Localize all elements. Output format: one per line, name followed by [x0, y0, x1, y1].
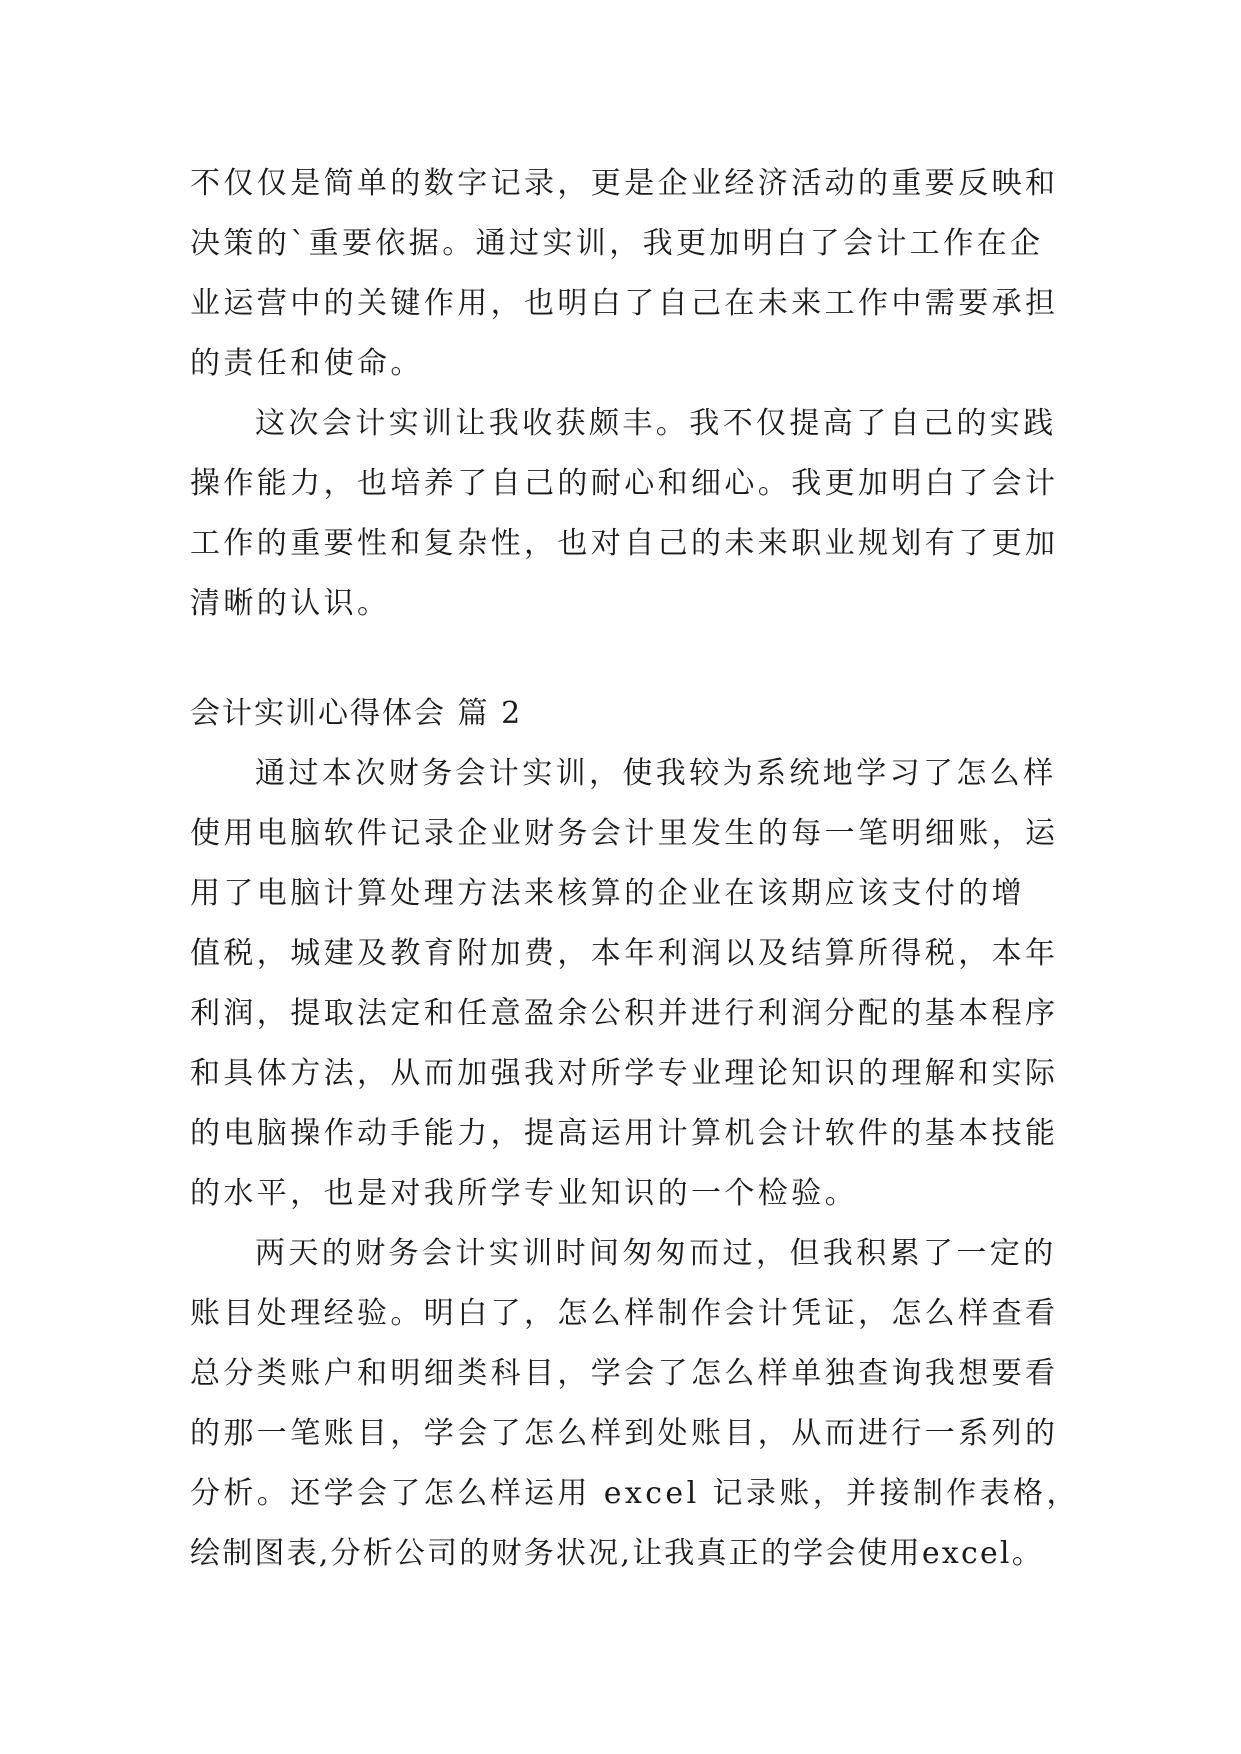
text-line: 账目处理经验。明白了，怎么样制作会计凭证，怎么样查看: [190, 1296, 1059, 1331]
text-line: 和具体方法，从而加强我对所学专业理论知识的理解和实际: [190, 1056, 1059, 1091]
text-line: 的责任和使命。: [190, 346, 424, 381]
paragraph-first-line: 两天的财务会计实训时间匆匆而过，但我积累了一定的: [255, 1236, 1057, 1271]
text-line: 不仅仅是简单的数字记录，更是企业经济活动的重要反映和: [190, 166, 1059, 201]
section-heading: 会计实训心得体会 篇 2: [190, 696, 523, 731]
text-line: 工作的重要性和复杂性，也对自己的未来职业规划有了更加: [190, 526, 1059, 561]
text-line: 的水平，也是对我所学专业知识的一个检验。: [190, 1176, 858, 1211]
text-line: 业运营中的关键作用，也明白了自己在未来工作中需要承担: [190, 286, 1059, 321]
text-line: 的电脑操作动手能力，提高运用计算机会计软件的基本技能: [190, 1116, 1059, 1151]
text-line: 利润，提取法定和任意盈余公积并进行利润分配的基本程序: [190, 996, 1059, 1031]
text-line: 的那一笔账目，学会了怎么样到处账目，从而进行一系列的: [190, 1416, 1059, 1451]
text-line: 决策的`重要依据。通过实训，我更加明白了会计工作在企: [190, 226, 1044, 261]
text-line: 总分类账户和明细类科目，学会了怎么样单独查询我想要看: [190, 1356, 1059, 1391]
text-line: 分析。还学会了怎么样运用 excel 记录账，并接制作表格，: [190, 1476, 1080, 1511]
text-line: 清晰的认识。: [190, 586, 391, 621]
text-line: 操作能力，也培养了自己的耐心和细心。我更加明白了会计: [190, 466, 1059, 501]
text-line: 值税，城建及教育附加费，本年利润以及结算所得税，本年: [190, 936, 1059, 971]
text-line: 使用电脑软件记录企业财务会计里发生的每一笔明细账，运: [190, 816, 1059, 851]
paragraph-first-line: 这次会计实训让我收获颇丰。我不仅提高了自己的实践: [255, 406, 1057, 441]
text-line: 绘制图表,分析公司的财务状况,让我真正的学会使用excel。: [190, 1536, 1044, 1571]
text-line: 用了电脑计算处理方法来核算的企业在该期应该支付的增: [190, 876, 1025, 911]
paragraph-first-line: 通过本次财务会计实训，使我较为系统地学习了怎么样: [255, 756, 1057, 791]
